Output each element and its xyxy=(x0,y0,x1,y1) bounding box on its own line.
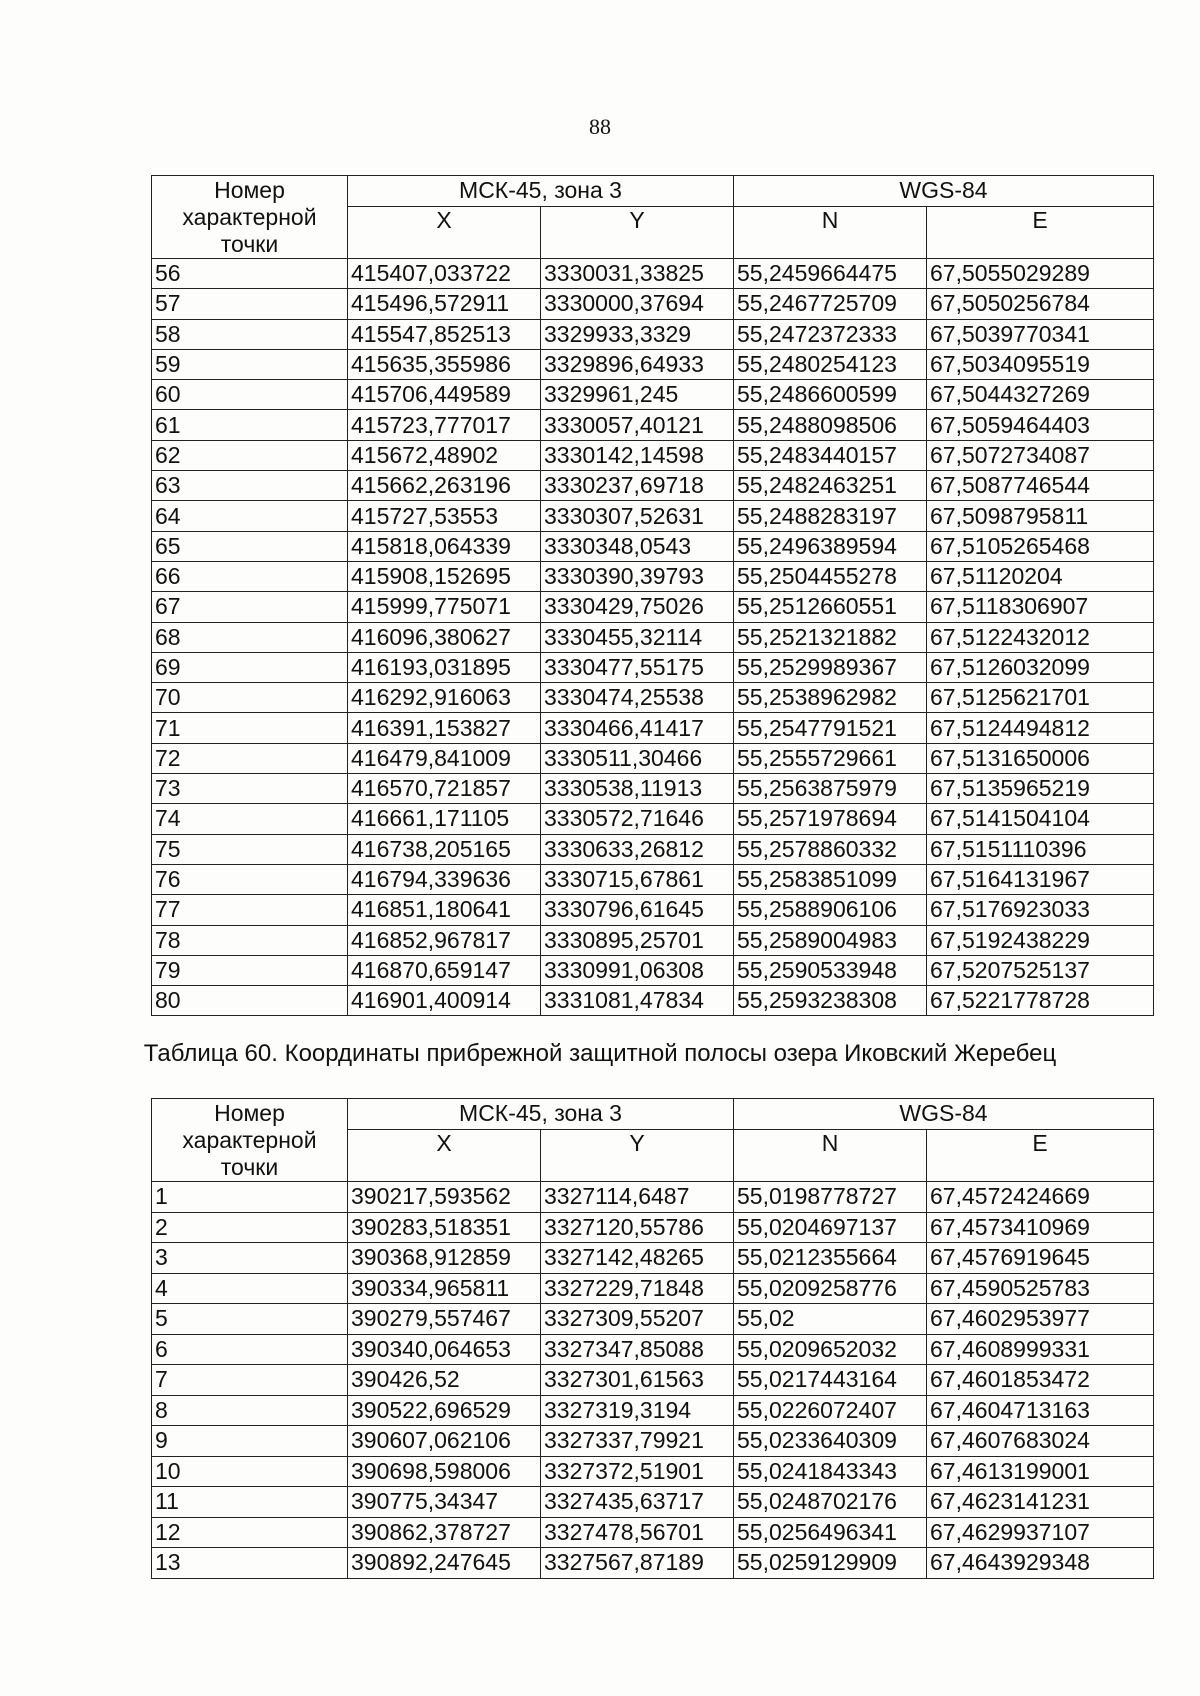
x-cell: 416852,967817 xyxy=(348,925,541,955)
n-cell: 55,0226072407 xyxy=(734,1395,927,1426)
e-cell: 67,4602953977 xyxy=(927,1304,1154,1335)
e-cell: 67,5098795811 xyxy=(927,501,1154,531)
point-number-cell: 75 xyxy=(152,834,348,864)
table-row xyxy=(152,471,1154,501)
y-cell: 3327372,51901 xyxy=(541,1456,734,1487)
e-cell: 67,4604713163 xyxy=(927,1395,1154,1426)
msk-header: МСК-45, зона 3 xyxy=(348,176,734,207)
e-cell: 67,5059464403 xyxy=(927,410,1154,440)
e-header: E xyxy=(927,1129,1154,1181)
e-cell: 67,5141504104 xyxy=(927,804,1154,834)
table-row xyxy=(152,683,1154,713)
table-caption: Таблица 60. Координаты прибрежной защитной полосы озера Иковский Жеребец xyxy=(143,1040,1057,1067)
n-cell: 55,2488283197 xyxy=(734,501,927,531)
x-cell: 415635,355986 xyxy=(348,349,541,379)
e-cell: 67,4608999331 xyxy=(927,1334,1154,1365)
x-cell: 390862,378727 xyxy=(348,1517,541,1548)
y-cell: 3330390,39793 xyxy=(541,561,734,591)
x-header: X xyxy=(348,1129,541,1181)
x-cell: 415407,033722 xyxy=(348,259,541,289)
table-row xyxy=(152,1212,1154,1243)
table-row xyxy=(152,1273,1154,1304)
e-cell: 67,5126032099 xyxy=(927,652,1154,682)
x-cell: 416870,659147 xyxy=(348,955,541,985)
point-number-cell: 76 xyxy=(152,864,348,894)
point-number-header: Номер характерной точки xyxy=(152,176,348,259)
e-cell: 67,5087746544 xyxy=(927,471,1154,501)
n-cell: 55,2547791521 xyxy=(734,713,927,743)
n-cell: 55,2504455278 xyxy=(734,561,927,591)
point-number-header: Номер характерной точки xyxy=(152,1099,348,1182)
point-number-cell: 72 xyxy=(152,743,348,773)
n-cell: 55,2593238308 xyxy=(734,986,927,1016)
e-cell: 67,5072734087 xyxy=(927,440,1154,470)
table-row xyxy=(152,1395,1154,1426)
table-row xyxy=(152,561,1154,591)
y-cell: 3330991,06308 xyxy=(541,955,734,985)
x-cell: 390607,062106 xyxy=(348,1426,541,1457)
y-cell: 3331081,47834 xyxy=(541,986,734,1016)
table-row xyxy=(152,440,1154,470)
n-cell: 55,2472372333 xyxy=(734,319,927,349)
e-cell: 67,5050256784 xyxy=(927,289,1154,319)
table-row xyxy=(152,1426,1154,1457)
table-row xyxy=(152,1487,1154,1518)
point-number-cell: 57 xyxy=(152,289,348,319)
x-cell: 390522,696529 xyxy=(348,1395,541,1426)
point-number-cell: 69 xyxy=(152,652,348,682)
table-row xyxy=(152,1334,1154,1365)
x-cell: 390283,518351 xyxy=(348,1212,541,1243)
table-row xyxy=(152,380,1154,410)
point-number-cell: 67 xyxy=(152,592,348,622)
point-number-cell: 6 xyxy=(152,1334,348,1365)
n-cell: 55,2521321882 xyxy=(734,622,927,652)
point-number-cell: 8 xyxy=(152,1395,348,1426)
e-cell: 67,4590525783 xyxy=(927,1273,1154,1304)
y-cell: 3330796,61645 xyxy=(541,895,734,925)
y-cell: 3330895,25701 xyxy=(541,925,734,955)
x-cell: 416661,171105 xyxy=(348,804,541,834)
x-cell: 416193,031895 xyxy=(348,652,541,682)
n-cell: 55,2467725709 xyxy=(734,289,927,319)
n-cell: 55,2578860332 xyxy=(734,834,927,864)
table-body xyxy=(152,1182,1154,1579)
point-number-cell: 80 xyxy=(152,986,348,1016)
x-cell: 390217,593562 xyxy=(348,1182,541,1213)
table-row xyxy=(152,1182,1154,1213)
x-cell: 390279,557467 xyxy=(348,1304,541,1335)
x-cell: 390368,912859 xyxy=(348,1243,541,1274)
msk-header: МСК-45, зона 3 xyxy=(348,1099,734,1130)
y-cell: 3330057,40121 xyxy=(541,410,734,440)
n-cell: 55,2588906106 xyxy=(734,895,927,925)
e-cell: 67,5124494812 xyxy=(927,713,1154,743)
e-cell: 67,5055029289 xyxy=(927,259,1154,289)
e-cell: 67,4613199001 xyxy=(927,1456,1154,1487)
y-cell: 3327229,71848 xyxy=(541,1273,734,1304)
x-cell: 415706,449589 xyxy=(348,380,541,410)
n-cell: 55,0248702176 xyxy=(734,1487,927,1518)
point-number-cell: 64 xyxy=(152,501,348,531)
table-row xyxy=(152,804,1154,834)
point-number-cell: 1 xyxy=(152,1182,348,1213)
x-cell: 415496,572911 xyxy=(348,289,541,319)
e-cell: 67,5039770341 xyxy=(927,319,1154,349)
e-cell: 67,4601853472 xyxy=(927,1365,1154,1396)
e-cell: 67,51120204 xyxy=(927,561,1154,591)
y-cell: 3330715,67861 xyxy=(541,864,734,894)
e-cell: 67,5105265468 xyxy=(927,531,1154,561)
y-cell: 3327435,63717 xyxy=(541,1487,734,1518)
point-number-cell: 5 xyxy=(152,1304,348,1335)
n-cell: 55,0256496341 xyxy=(734,1517,927,1548)
x-cell: 416479,841009 xyxy=(348,743,541,773)
point-number-cell: 71 xyxy=(152,713,348,743)
n-cell: 55,0209258776 xyxy=(734,1273,927,1304)
y-cell: 3330000,37694 xyxy=(541,289,734,319)
y-cell: 3327301,61563 xyxy=(541,1365,734,1396)
n-cell: 55,2512660551 xyxy=(734,592,927,622)
point-number-cell: 77 xyxy=(152,895,348,925)
point-number-cell: 78 xyxy=(152,925,348,955)
n-cell: 55,2459664475 xyxy=(734,259,927,289)
y-cell: 3327337,79921 xyxy=(541,1426,734,1457)
n-cell: 55,0233640309 xyxy=(734,1426,927,1457)
y-cell: 3330572,71646 xyxy=(541,804,734,834)
n-cell: 55,2589004983 xyxy=(734,925,927,955)
table-row xyxy=(152,864,1154,894)
n-cell: 55,2590533948 xyxy=(734,955,927,985)
table-row xyxy=(152,955,1154,985)
n-cell: 55,2583851099 xyxy=(734,864,927,894)
x-cell: 416794,339636 xyxy=(348,864,541,894)
x-cell: 416901,400914 xyxy=(348,986,541,1016)
table-row xyxy=(152,925,1154,955)
n-cell: 55,0241843343 xyxy=(734,1456,927,1487)
point-number-cell: 3 xyxy=(152,1243,348,1274)
x-cell: 416738,205165 xyxy=(348,834,541,864)
y-cell: 3330307,52631 xyxy=(541,501,734,531)
n-cell: 55,0198778727 xyxy=(734,1182,927,1213)
table-row xyxy=(152,289,1154,319)
e-cell: 67,5135965219 xyxy=(927,774,1154,804)
y-cell: 3330466,41417 xyxy=(541,713,734,743)
y-cell: 3327114,6487 xyxy=(541,1182,734,1213)
e-cell: 67,5122432012 xyxy=(927,622,1154,652)
n-cell: 55,0217443164 xyxy=(734,1365,927,1396)
point-number-cell: 59 xyxy=(152,349,348,379)
e-cell: 67,4607683024 xyxy=(927,1426,1154,1457)
y-cell: 3330633,26812 xyxy=(541,834,734,864)
x-cell: 415547,852513 xyxy=(348,319,541,349)
y-cell: 3330474,25538 xyxy=(541,683,734,713)
point-number-cell: 79 xyxy=(152,955,348,985)
e-cell: 67,5192438229 xyxy=(927,925,1154,955)
point-number-cell: 74 xyxy=(152,804,348,834)
e-cell: 67,4576919645 xyxy=(927,1243,1154,1274)
x-cell: 415818,064339 xyxy=(348,531,541,561)
y-cell: 3329896,64933 xyxy=(541,349,734,379)
e-cell: 67,5221778728 xyxy=(927,986,1154,1016)
table-row xyxy=(152,349,1154,379)
point-number-cell: 4 xyxy=(152,1273,348,1304)
y-cell: 3330455,32114 xyxy=(541,622,734,652)
x-cell: 390775,34347 xyxy=(348,1487,541,1518)
table-row xyxy=(152,592,1154,622)
e-cell: 67,4623141231 xyxy=(927,1487,1154,1518)
table-row xyxy=(152,774,1154,804)
n-cell: 55,2488098506 xyxy=(734,410,927,440)
e-cell: 67,5125621701 xyxy=(927,683,1154,713)
n-cell: 55,2482463251 xyxy=(734,471,927,501)
y-cell: 3327567,87189 xyxy=(541,1548,734,1579)
y-cell: 3330477,55175 xyxy=(541,652,734,682)
point-number-cell: 68 xyxy=(152,622,348,652)
table-row xyxy=(152,652,1154,682)
e-cell: 67,4573410969 xyxy=(927,1212,1154,1243)
x-cell: 390334,965811 xyxy=(348,1273,541,1304)
point-number-cell: 12 xyxy=(152,1517,348,1548)
x-cell: 390340,064653 xyxy=(348,1334,541,1365)
wgs-header: WGS-84 xyxy=(734,176,1154,207)
n-cell: 55,2571978694 xyxy=(734,804,927,834)
table-row xyxy=(152,1517,1154,1548)
y-cell: 3330511,30466 xyxy=(541,743,734,773)
n-cell: 55,0259129909 xyxy=(734,1548,927,1579)
page-number: 88 xyxy=(589,114,611,139)
point-number-cell: 63 xyxy=(152,471,348,501)
table-row xyxy=(152,834,1154,864)
table-row xyxy=(152,713,1154,743)
y-cell: 3329961,245 xyxy=(541,380,734,410)
table-row xyxy=(152,319,1154,349)
e-cell: 67,5151110396 xyxy=(927,834,1154,864)
y-cell: 3327120,55786 xyxy=(541,1212,734,1243)
e-cell: 67,4629937107 xyxy=(927,1517,1154,1548)
table-row xyxy=(152,410,1154,440)
table-row xyxy=(152,622,1154,652)
x-cell: 416570,721857 xyxy=(348,774,541,804)
y-header: Y xyxy=(541,1129,734,1181)
e-cell: 67,5207525137 xyxy=(927,955,1154,985)
point-number-cell: 13 xyxy=(152,1548,348,1579)
table-header-row xyxy=(152,176,1154,207)
n-cell: 55,0212355664 xyxy=(734,1243,927,1274)
x-header: X xyxy=(348,206,541,258)
point-number-cell: 56 xyxy=(152,259,348,289)
point-number-cell: 9 xyxy=(152,1426,348,1457)
point-number-cell: 11 xyxy=(152,1487,348,1518)
point-number-cell: 7 xyxy=(152,1365,348,1396)
point-number-cell: 60 xyxy=(152,380,348,410)
coordinates-table-2 xyxy=(151,1098,1154,1579)
coordinates-table-1 xyxy=(151,175,1154,1016)
y-cell: 3330142,14598 xyxy=(541,440,734,470)
n-cell: 55,2486600599 xyxy=(734,380,927,410)
n-cell: 55,0204697137 xyxy=(734,1212,927,1243)
n-header: N xyxy=(734,206,927,258)
table-row xyxy=(152,895,1154,925)
x-cell: 390698,598006 xyxy=(348,1456,541,1487)
point-number-cell: 73 xyxy=(152,774,348,804)
y-cell: 3330538,11913 xyxy=(541,774,734,804)
x-cell: 390426,52 xyxy=(348,1365,541,1396)
table-header-row xyxy=(152,1099,1154,1130)
point-number-cell: 66 xyxy=(152,561,348,591)
x-cell: 415672,48902 xyxy=(348,440,541,470)
e-cell: 67,4643929348 xyxy=(927,1548,1154,1579)
n-cell: 55,2563875979 xyxy=(734,774,927,804)
point-number-cell: 10 xyxy=(152,1456,348,1487)
table-row xyxy=(152,259,1154,289)
table-row xyxy=(152,1304,1154,1335)
e-cell: 67,5131650006 xyxy=(927,743,1154,773)
e-cell: 67,4572424669 xyxy=(927,1182,1154,1213)
e-cell: 67,5118306907 xyxy=(927,592,1154,622)
x-cell: 416292,916063 xyxy=(348,683,541,713)
y-cell: 3329933,3329 xyxy=(541,319,734,349)
x-cell: 415999,775071 xyxy=(348,592,541,622)
e-cell: 67,5034095519 xyxy=(927,349,1154,379)
table-row xyxy=(152,501,1154,531)
point-number-cell: 65 xyxy=(152,531,348,561)
x-cell: 416851,180641 xyxy=(348,895,541,925)
y-cell: 3327319,3194 xyxy=(541,1395,734,1426)
e-header: E xyxy=(927,206,1154,258)
table-row xyxy=(152,986,1154,1016)
table-row xyxy=(152,1456,1154,1487)
x-cell: 416096,380627 xyxy=(348,622,541,652)
e-cell: 67,5044327269 xyxy=(927,380,1154,410)
y-cell: 3330237,69718 xyxy=(541,471,734,501)
point-number-cell: 70 xyxy=(152,683,348,713)
wgs-header: WGS-84 xyxy=(734,1099,1154,1130)
y-cell: 3327347,85088 xyxy=(541,1334,734,1365)
point-number-cell: 61 xyxy=(152,410,348,440)
x-cell: 390892,247645 xyxy=(348,1548,541,1579)
e-cell: 67,5164131967 xyxy=(927,864,1154,894)
n-cell: 55,2496389594 xyxy=(734,531,927,561)
e-cell: 67,5176923033 xyxy=(927,895,1154,925)
y-cell: 3327142,48265 xyxy=(541,1243,734,1274)
y-cell: 3330348,0543 xyxy=(541,531,734,561)
n-cell: 55,2529989367 xyxy=(734,652,927,682)
n-cell: 55,2538962982 xyxy=(734,683,927,713)
table-row xyxy=(152,1243,1154,1274)
n-cell: 55,2483440157 xyxy=(734,440,927,470)
x-cell: 415662,263196 xyxy=(348,471,541,501)
x-cell: 415723,777017 xyxy=(348,410,541,440)
y-header: Y xyxy=(541,206,734,258)
table-row xyxy=(152,1365,1154,1396)
point-number-cell: 2 xyxy=(152,1212,348,1243)
x-cell: 416391,153827 xyxy=(348,713,541,743)
x-cell: 415908,152695 xyxy=(348,561,541,591)
y-cell: 3330429,75026 xyxy=(541,592,734,622)
y-cell: 3330031,33825 xyxy=(541,259,734,289)
point-number-cell: 62 xyxy=(152,440,348,470)
x-cell: 415727,53553 xyxy=(348,501,541,531)
n-cell: 55,0209652032 xyxy=(734,1334,927,1365)
table-body xyxy=(152,259,1154,1016)
n-cell: 55,2480254123 xyxy=(734,349,927,379)
table-row xyxy=(152,531,1154,561)
table-row xyxy=(152,1548,1154,1579)
y-cell: 3327309,55207 xyxy=(541,1304,734,1335)
n-header: N xyxy=(734,1129,927,1181)
n-cell: 55,2555729661 xyxy=(734,743,927,773)
n-cell: 55,02 xyxy=(734,1304,927,1335)
table-row xyxy=(152,743,1154,773)
point-number-cell: 58 xyxy=(152,319,348,349)
y-cell: 3327478,56701 xyxy=(541,1517,734,1548)
